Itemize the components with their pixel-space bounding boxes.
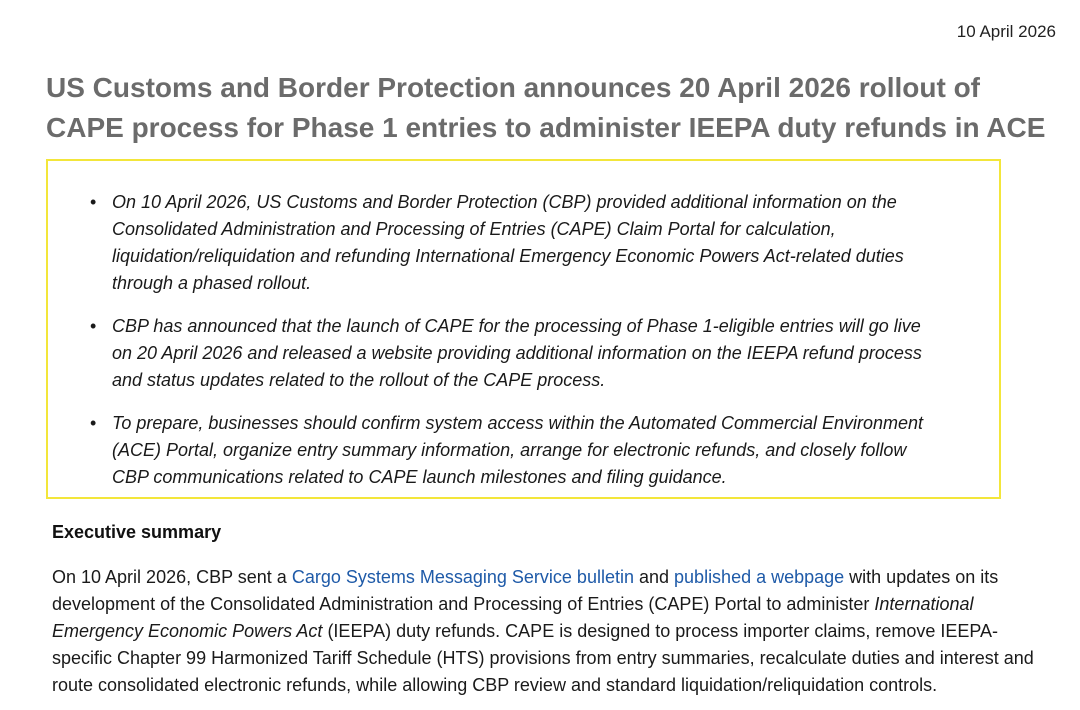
bullet-icon: • xyxy=(90,192,97,212)
published-webpage-link[interactable]: published a webpage xyxy=(674,567,845,587)
highlight-item xyxy=(90,313,939,394)
bullet-icon: • xyxy=(90,316,97,336)
highlights-list xyxy=(48,161,999,491)
highlights-box xyxy=(46,159,1001,499)
highlight-text: CBP has announced that the launch of CAPE for the processing of Phase 1-eligible entries will go live on 20 April 2026 and released a website providing additional information on the IEEPA refund process and status updates related to the rollout of the CAPE process. xyxy=(112,316,922,390)
summary-text: and xyxy=(633,567,675,587)
highlight-item xyxy=(90,189,939,297)
summary-text: On 10 April 2026, CBP sent a xyxy=(52,567,292,587)
summary-text: (IEEPA) duty refunds. CAPE is designed to process importer claims, remove IEEPA-specific Chapter 99 Harmonized Tariff Schedule (HTS) provisions from entry summaries, recalculate duties and interest and route consolidated electronic refunds, while allowing CBP review and standard liquidation/reliquidation controls. xyxy=(52,621,1034,695)
highlight-text: On 10 April 2026, US Customs and Border Protection (CBP) provided additional information on the Consolidated Administration and Processing of Entries (CAPE) Claim Portal for calculation, liquidation/reliquidation and refunding International Emergency Economic Powers Act-related duties through a phased rollout. xyxy=(112,192,904,293)
cargo-systems-bulletin-link[interactable]: Cargo Systems Messaging Service bulletin xyxy=(291,567,634,587)
summary-text: with updates on its development of the Consolidated Administration and Processing of Entries (CAPE) Portal to administer xyxy=(52,567,999,614)
page-title: US Customs and Border Protection announces 20 April 2026 rollout of CAPE process for Phase 1 entries to administer IEEPA duty refunds in ACE xyxy=(46,72,1046,143)
highlight-text: To prepare, businesses should confirm system access within the Automated Commercial Environment (ACE) Portal, organize entry summary information, arrange for electronic refunds, and closely follow CBP communications related to CAPE launch milestones and filing guidance. xyxy=(112,413,924,487)
executive-summary-paragraph xyxy=(52,564,1042,699)
executive-summary-heading: Executive summary xyxy=(52,522,222,542)
highlight-item xyxy=(90,410,939,491)
summary-italic-act-name: International Emergency Economic Powers Act xyxy=(52,594,974,641)
bullet-icon: • xyxy=(90,413,97,433)
publication-date: 10 April 2026 xyxy=(956,22,1056,41)
